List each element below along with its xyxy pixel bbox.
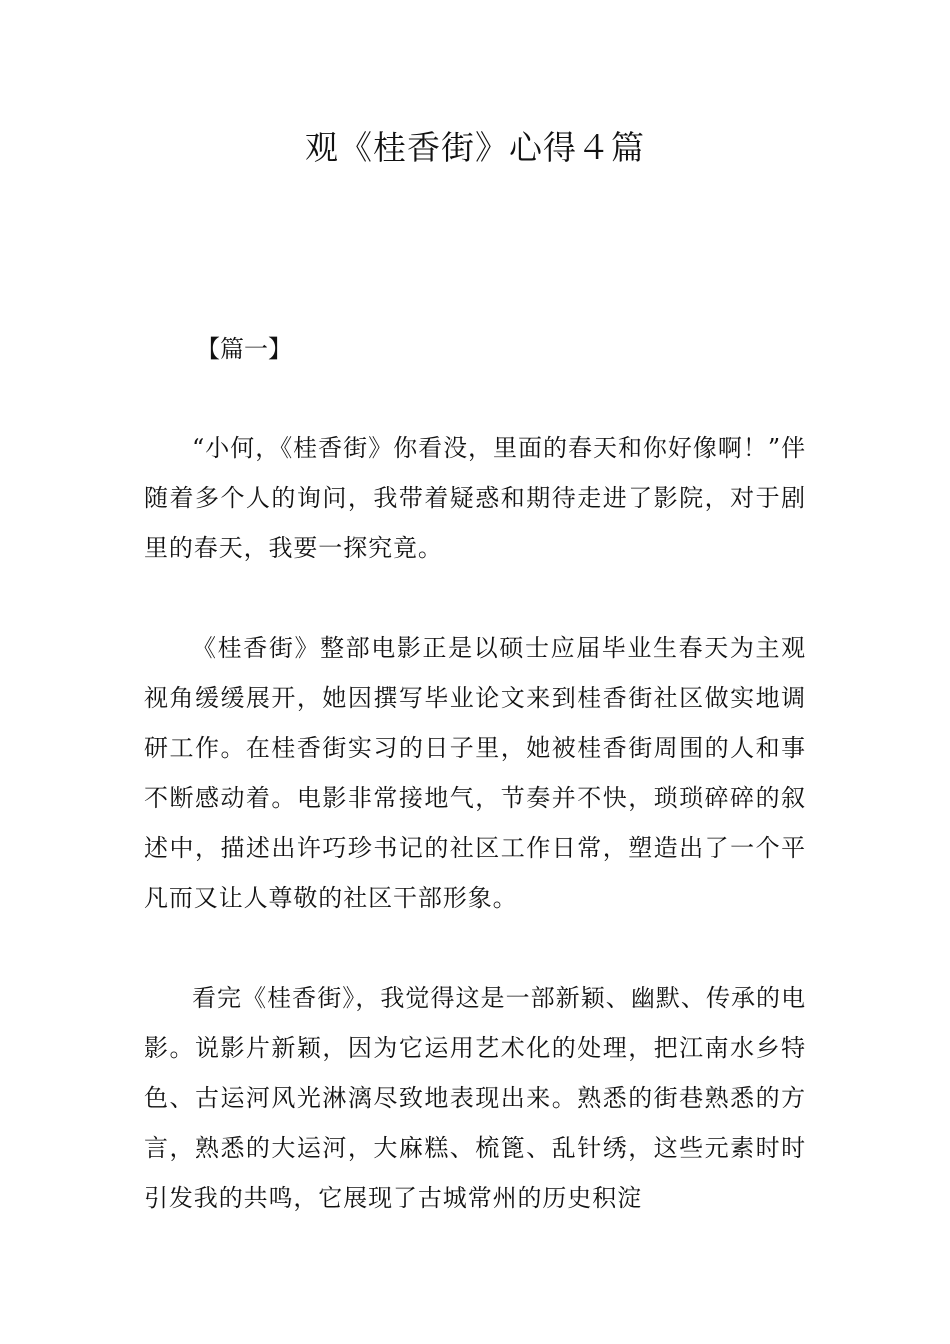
paragraph-3: 看完《桂香街》，我觉得这是一部新颖、幽默、传承的电影。说影片新颖，因为它运用艺术化的处理，把江南水乡特色、古运河风光淋漓尽致地表现出来。熟悉的街巷熟悉的方言，熟悉的大运河，大麻糕、梳篦、乱针绣，这些元素时时引发我的共鸣，它展现了古城常州的历史积淀 bbox=[144, 984, 806, 1212]
section-heading: 【篇一】 bbox=[196, 335, 292, 363]
paragraph-1: “小何，《桂香街》你看没，里面的春天和你好像啊！”伴随着多个人的询问，我带着疑惑和期待走进了影院，对于剧里的春天，我要一探究竟。 bbox=[144, 434, 806, 562]
paragraph-2: 《桂香街》整部电影正是以硕士应届毕业生春天为主观视角缓缓展开，她因撰写毕业论文来到桂香街社区做实地调研工作。在桂香街实习的日子里，她被桂香街周围的人和事不断感动着。电影非常接地气，节奏并不快，琐琐碎碎的叙述中，描述出许巧珍书记的社区工作日常，塑造出了一个平凡而又让人尊敬的社区干部形象。 bbox=[144, 634, 806, 912]
page-title: 观《桂香街》心得４篇 bbox=[305, 128, 645, 167]
